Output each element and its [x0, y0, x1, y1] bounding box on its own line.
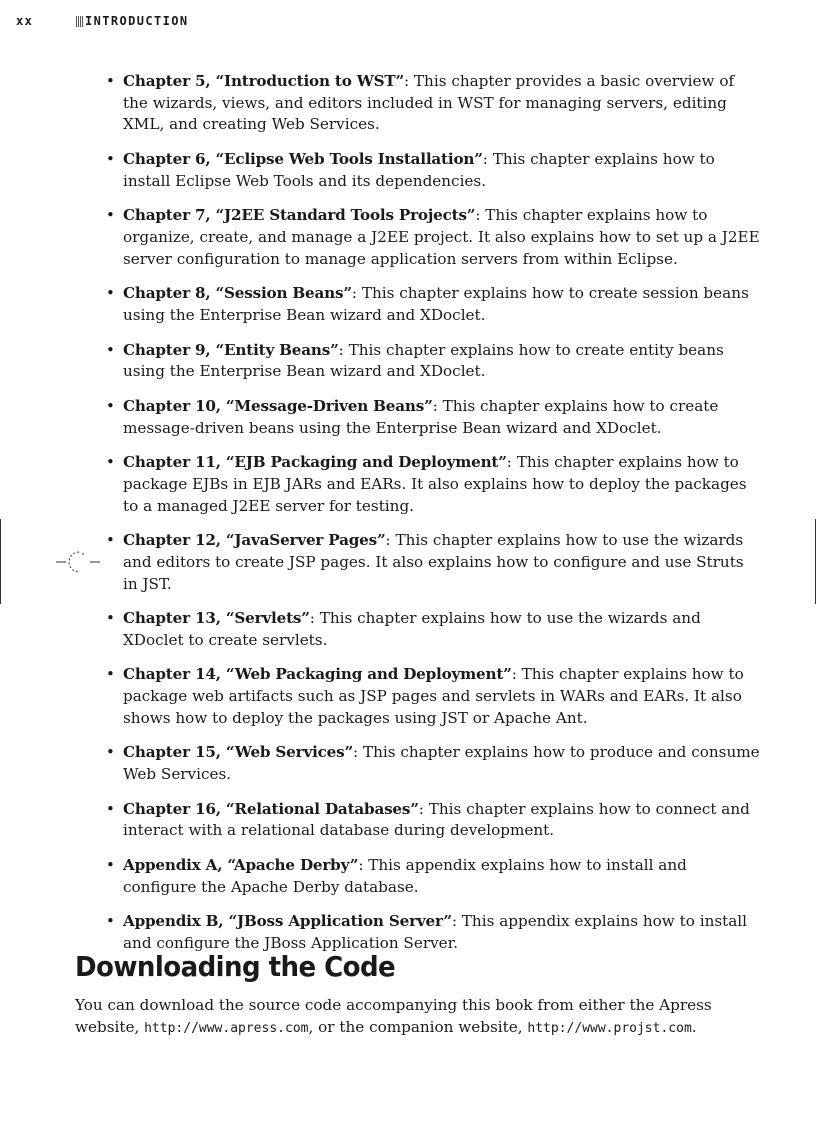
- list-item: [0, 799, 763, 842]
- bullet-icon: •: [106, 531, 115, 550]
- chapter-title: Chapter 16, “Relational Databases”: [123, 799, 419, 818]
- chapter-description: : This chapter explains how to package web artifacts such as JSP pages and servlets in WARs and EARs. It also shows how to deploy the packages using JST or Apache Ant.: [123, 665, 744, 727]
- download-text-middle: , or the companion website,: [308, 1018, 528, 1036]
- apress-website-link[interactable]: http://www.apress.com: [144, 1021, 309, 1036]
- bullet-icon: •: [106, 609, 115, 628]
- list-item: [0, 396, 763, 439]
- list-item: [0, 340, 763, 383]
- registration-mark-icon: [56, 550, 102, 574]
- list-item: [0, 283, 763, 326]
- companion-website-link[interactable]: http://www.projst.com: [527, 1021, 692, 1036]
- bullet-icon: •: [106, 856, 115, 875]
- chapter-description: : This chapter explains how to install Eclipse Web Tools and its dependencies.: [123, 150, 715, 190]
- list-item: [0, 71, 763, 136]
- chapter-description: : This chapter explains how to package EJBs in EJB JARs and EARs. It also explains how to deploy the packages to a managed J2EE server for testing.: [123, 453, 747, 515]
- chapter-description: : This chapter explains how to create message-driven beans using the Enterprise Bean wizard and XDoclet.: [123, 396, 719, 437]
- chapter-description: : This appendix explains how to install and configure the Apache Derby database.: [123, 856, 687, 896]
- chapter-title: Chapter 8, “Session Beans”: [123, 284, 352, 303]
- list-item: [0, 205, 763, 270]
- download-paragraph: [75, 994, 765, 1040]
- list-item: [0, 149, 763, 192]
- chapter-description: : This chapter explains how to create session beans using the Enterprise Bean wizard and XDoclet.: [123, 284, 749, 324]
- chapter-title: Chapter 14, “Web Packaging and Deployment”: [123, 665, 512, 684]
- download-text-intro: You can download the source code accompanying this book from either the Apress website,: [75, 996, 712, 1036]
- chapter-list: [0, 71, 816, 968]
- chapter-description: : This chapter explains how to organize, create, and manage a J2EE project. It also explains how to set up a J2EE server configuration to manage application servers from within Eclipse.: [123, 206, 760, 268]
- chapter-title: Chapter 7, “J2EE Standard Tools Projects”: [123, 206, 476, 225]
- chapter-description: : This chapter explains how to use the wizards and XDoclet to create servlets.: [123, 609, 701, 649]
- chapter-title: Chapter 15, “Web Services”: [123, 743, 354, 762]
- section-heading: Downloading the Code: [75, 950, 396, 983]
- chapter-title: Chapter 9, “Entity Beans”: [123, 340, 339, 359]
- section-title: INTRODUCTION: [85, 14, 189, 28]
- bullet-icon: •: [106, 396, 115, 415]
- bullet-icon: •: [106, 743, 115, 762]
- bullet-icon: •: [106, 206, 115, 225]
- chapter-title: Chapter 11, “EJB Packaging and Deployment”: [123, 453, 507, 472]
- bullet-icon: •: [106, 453, 115, 472]
- list-item: [0, 530, 763, 595]
- list-item: [0, 855, 763, 898]
- chapter-title: Chapter 12, “JavaServer Pages”: [123, 531, 386, 550]
- section-marker-icon: [76, 16, 84, 27]
- chapter-title: Chapter 13, “Servlets”: [123, 609, 310, 628]
- bullet-icon: •: [106, 665, 115, 684]
- bullet-icon: •: [106, 912, 115, 931]
- bullet-icon: •: [106, 340, 115, 359]
- chapter-title: Chapter 6, “Eclipse Web Tools Installation”: [123, 150, 483, 168]
- page-number: xx: [16, 14, 34, 28]
- chapter-description: : This chapter provides a basic overview of the wizards, views, and editors included in WST for managing servers, editing XML, and creating Web Services.: [123, 72, 735, 134]
- chapter-description: : This chapter explains how to connect and interact with a relational database during development.: [123, 799, 750, 840]
- bullet-icon: •: [106, 72, 115, 90]
- chapter-description: : This chapter explains how to produce and consume Web Services.: [123, 743, 760, 784]
- bullet-icon: •: [106, 284, 115, 303]
- chapter-title: Chapter 10, “Message-Driven Beans”: [123, 396, 433, 415]
- list-item: [0, 608, 763, 651]
- download-text-end: .: [691, 1018, 697, 1036]
- chapter-description: : This appendix explains how to install and configure the JBoss Application Server.: [123, 912, 748, 953]
- list-item: [0, 911, 763, 954]
- bullet-icon: •: [106, 799, 115, 818]
- chapter-description: : This chapter explains how to create entity beans using the Enterprise Bean wizard and XDoclet.: [123, 340, 724, 381]
- running-header: [16, 13, 189, 29]
- list-item: [0, 742, 763, 785]
- list-item: [0, 452, 763, 517]
- list-item: [0, 664, 763, 729]
- left-crop-mark: [0, 519, 1, 604]
- chapter-description: : This chapter explains how to use the wizards and editors to create JSP pages. It also explains how to configure and use Struts in JST.: [123, 531, 744, 593]
- chapter-title: Chapter 5, “Introduction to WST”: [123, 72, 404, 90]
- bullet-icon: •: [106, 150, 115, 168]
- chapter-title: Appendix A, “Apache Derby”: [123, 856, 359, 875]
- chapter-title: Appendix B, “JBoss Application Server”: [123, 912, 452, 931]
